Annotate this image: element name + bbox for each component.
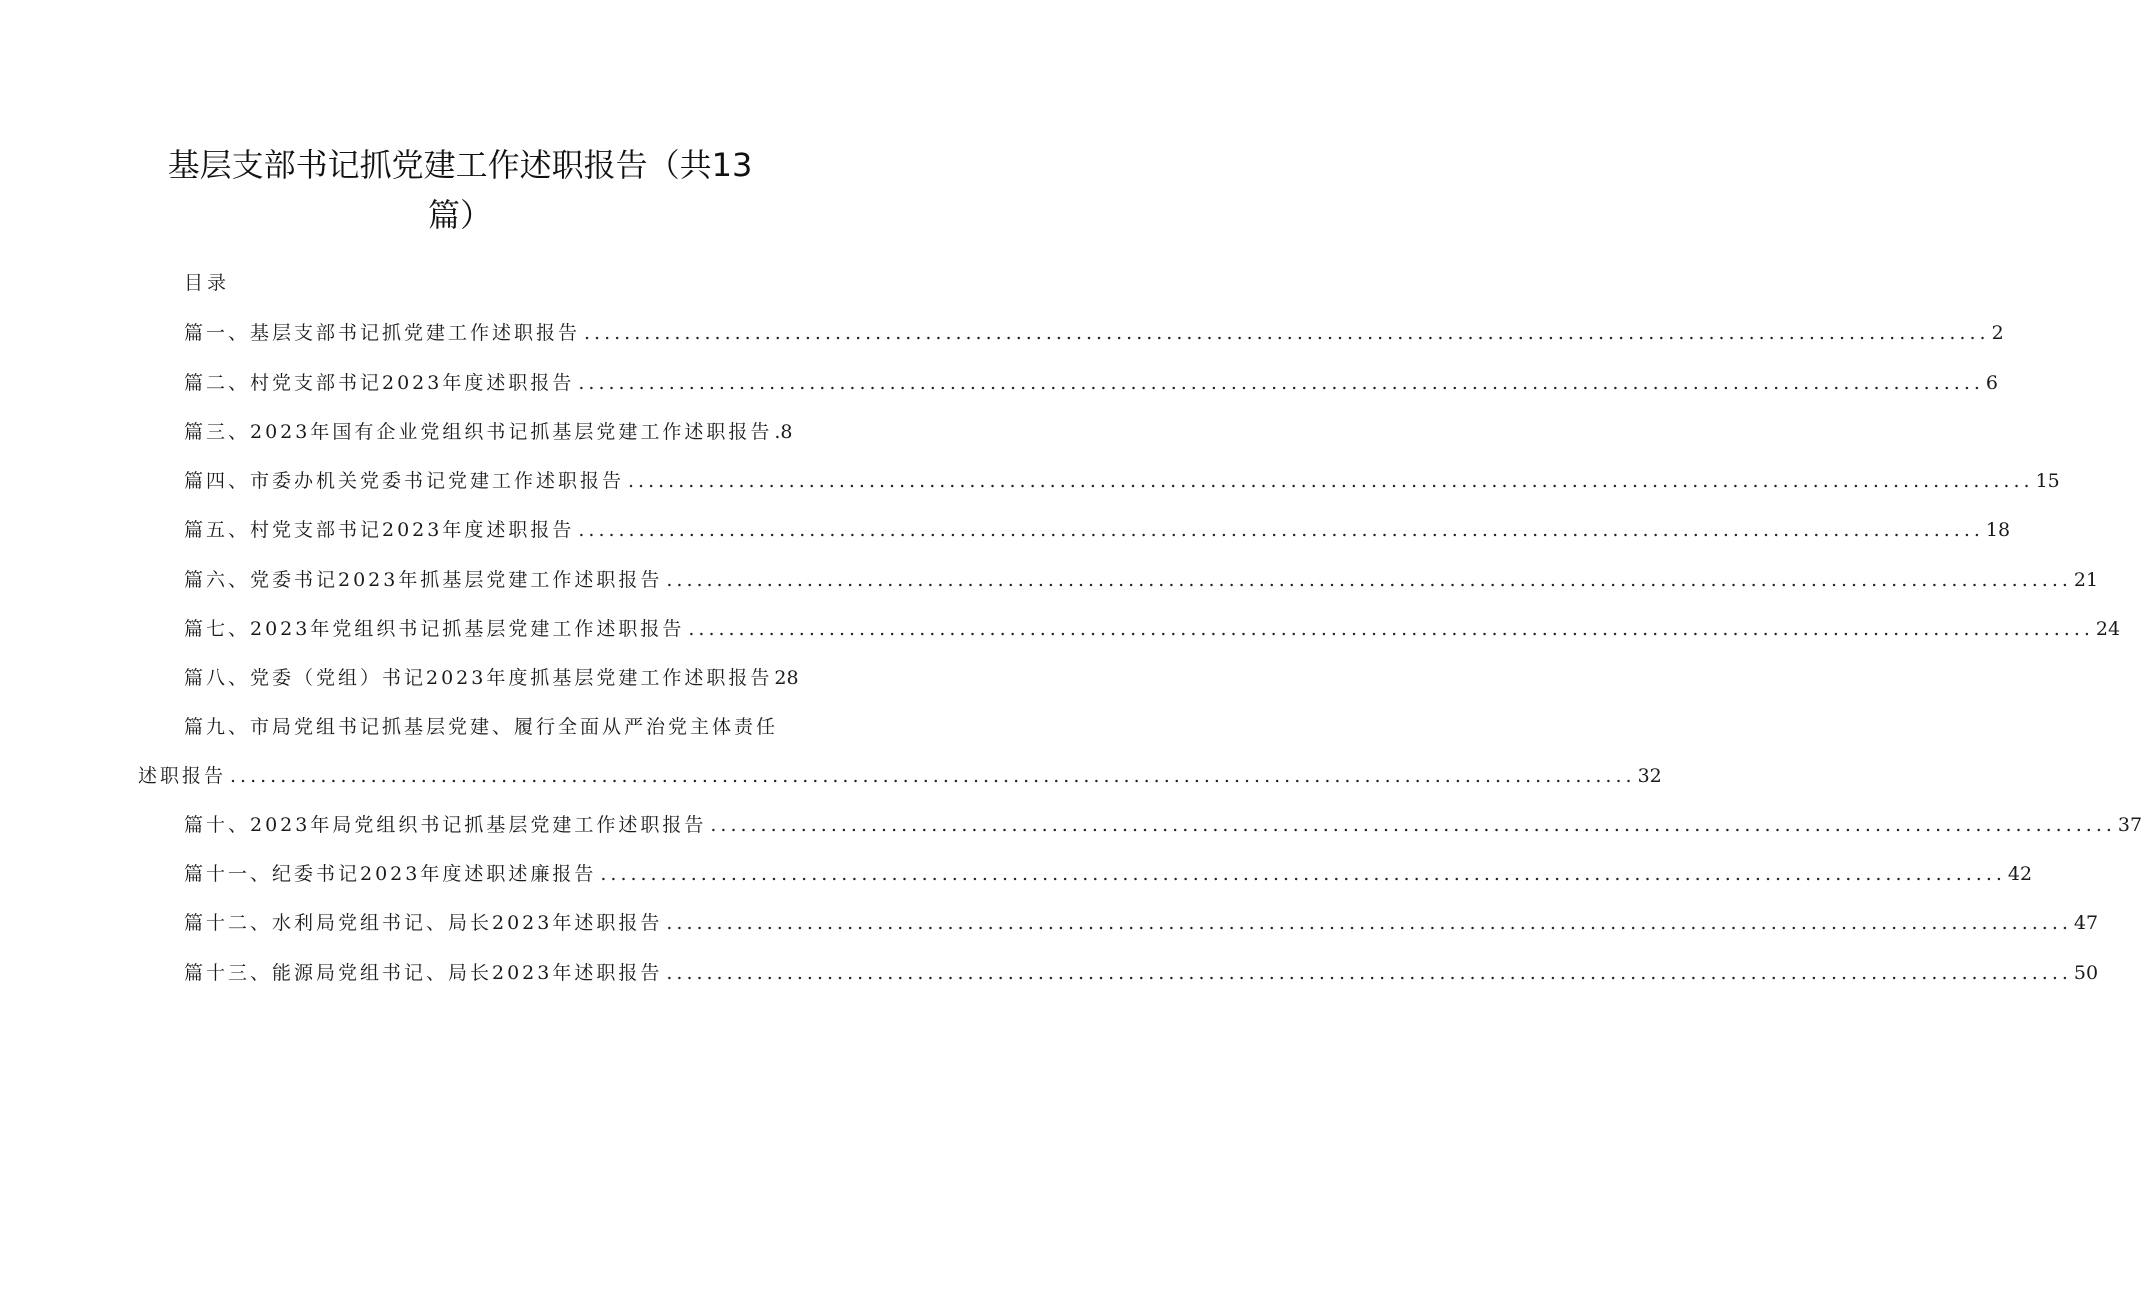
toc-entry-4[interactable] bbox=[184, 466, 2060, 494]
toc-entry-label: 篇十三、能源局党组书记、局长2023年述职报告 bbox=[184, 962, 663, 984]
toc-entry-page: 21 bbox=[2073, 569, 2099, 591]
toc-heading: 目录 bbox=[184, 272, 231, 294]
toc-leader-dots bbox=[578, 519, 1984, 541]
toc-entry-page: 50 bbox=[2073, 962, 2099, 984]
toc-entry-page: 15 bbox=[2035, 470, 2060, 492]
toc-leader-dots bbox=[710, 814, 2116, 836]
toc-entry-7[interactable] bbox=[184, 614, 2121, 642]
toc-leader-dots bbox=[688, 618, 2094, 640]
toc-entry-label: 篇九、市局党组书记抓基层党建、履行全面从严治党主体责任 bbox=[184, 716, 779, 738]
toc-entry-3[interactable] bbox=[184, 417, 793, 445]
toc-entry-page: 24 bbox=[2095, 618, 2121, 640]
toc-entry-11[interactable] bbox=[184, 859, 2033, 887]
document-title: 基层支部书记抓党建工作述职报告（共13篇） bbox=[167, 146, 753, 234]
toc-entry-label: 篇四、市委办机关党委书记党建工作述职报告 bbox=[184, 470, 625, 492]
toc-entry-label: 篇十、2023年局党组织书记抓基层党建工作述职报告 bbox=[184, 814, 707, 836]
toc-entry-8[interactable] bbox=[184, 663, 799, 691]
toc-entry-page: .8 bbox=[774, 421, 793, 443]
toc-entry-label: 篇一、基层支部书记抓党建工作述职报告 bbox=[184, 322, 581, 344]
toc-entry-label: 篇三、2023年国有企业党组织书记抓基层党建工作述职报告 bbox=[184, 421, 773, 443]
toc-entry-page: 28 bbox=[774, 667, 799, 689]
toc-entry-page: 42 bbox=[2007, 863, 2033, 885]
toc-entry-5[interactable] bbox=[184, 515, 2011, 543]
toc-leader-dots bbox=[584, 322, 1990, 344]
toc-entry-10[interactable] bbox=[184, 810, 2142, 838]
toc-entry-12[interactable] bbox=[184, 908, 2099, 936]
toc-entry-label: 篇五、村党支部书记2023年度述职报告 bbox=[184, 519, 575, 541]
toc-entry-label: 篇十一、纪委书记2023年度述职述廉报告 bbox=[184, 863, 597, 885]
toc-entry-9-line-1[interactable] bbox=[184, 712, 778, 739]
toc-entry-page: 32 bbox=[1637, 765, 1662, 787]
toc-entry-label: 篇六、党委书记2023年抓基层党建工作述职报告 bbox=[184, 569, 663, 591]
toc-leader-dots bbox=[666, 569, 2072, 591]
toc-leader-dots bbox=[600, 863, 2006, 885]
toc-entry-page: 47 bbox=[2073, 912, 2099, 934]
toc-entry-page: 2 bbox=[1991, 322, 2004, 344]
toc-entry-2[interactable] bbox=[184, 368, 1998, 396]
toc-leader-dots bbox=[628, 470, 2034, 492]
toc-entry-page: 18 bbox=[1985, 519, 2011, 541]
toc-entry-page: 37 bbox=[2117, 814, 2142, 836]
toc-leader-dots bbox=[230, 765, 1636, 787]
toc-entry-9-line-2[interactable] bbox=[138, 761, 1662, 789]
toc-leader-dots bbox=[578, 372, 1984, 394]
toc-entry-page: 6 bbox=[1985, 372, 1998, 394]
toc-entry-label: 篇八、党委（党组）书记2023年度抓基层党建工作述职报告 bbox=[184, 667, 773, 689]
toc-entry-13[interactable] bbox=[184, 958, 2099, 986]
toc-entry-label-continued: 述职报告 bbox=[138, 765, 227, 787]
toc-entry-label: 篇二、村党支部书记2023年度述职报告 bbox=[184, 372, 575, 394]
toc-entry-label: 篇七、2023年党组织书记抓基层党建工作述职报告 bbox=[184, 618, 685, 640]
toc-entry-1[interactable] bbox=[184, 318, 2004, 346]
toc-entry-6[interactable] bbox=[184, 565, 2099, 593]
toc-leader-dots bbox=[666, 962, 2072, 984]
toc-entry-label: 篇十二、水利局党组书记、局长2023年述职报告 bbox=[184, 912, 663, 934]
toc-leader-dots bbox=[666, 912, 2072, 934]
